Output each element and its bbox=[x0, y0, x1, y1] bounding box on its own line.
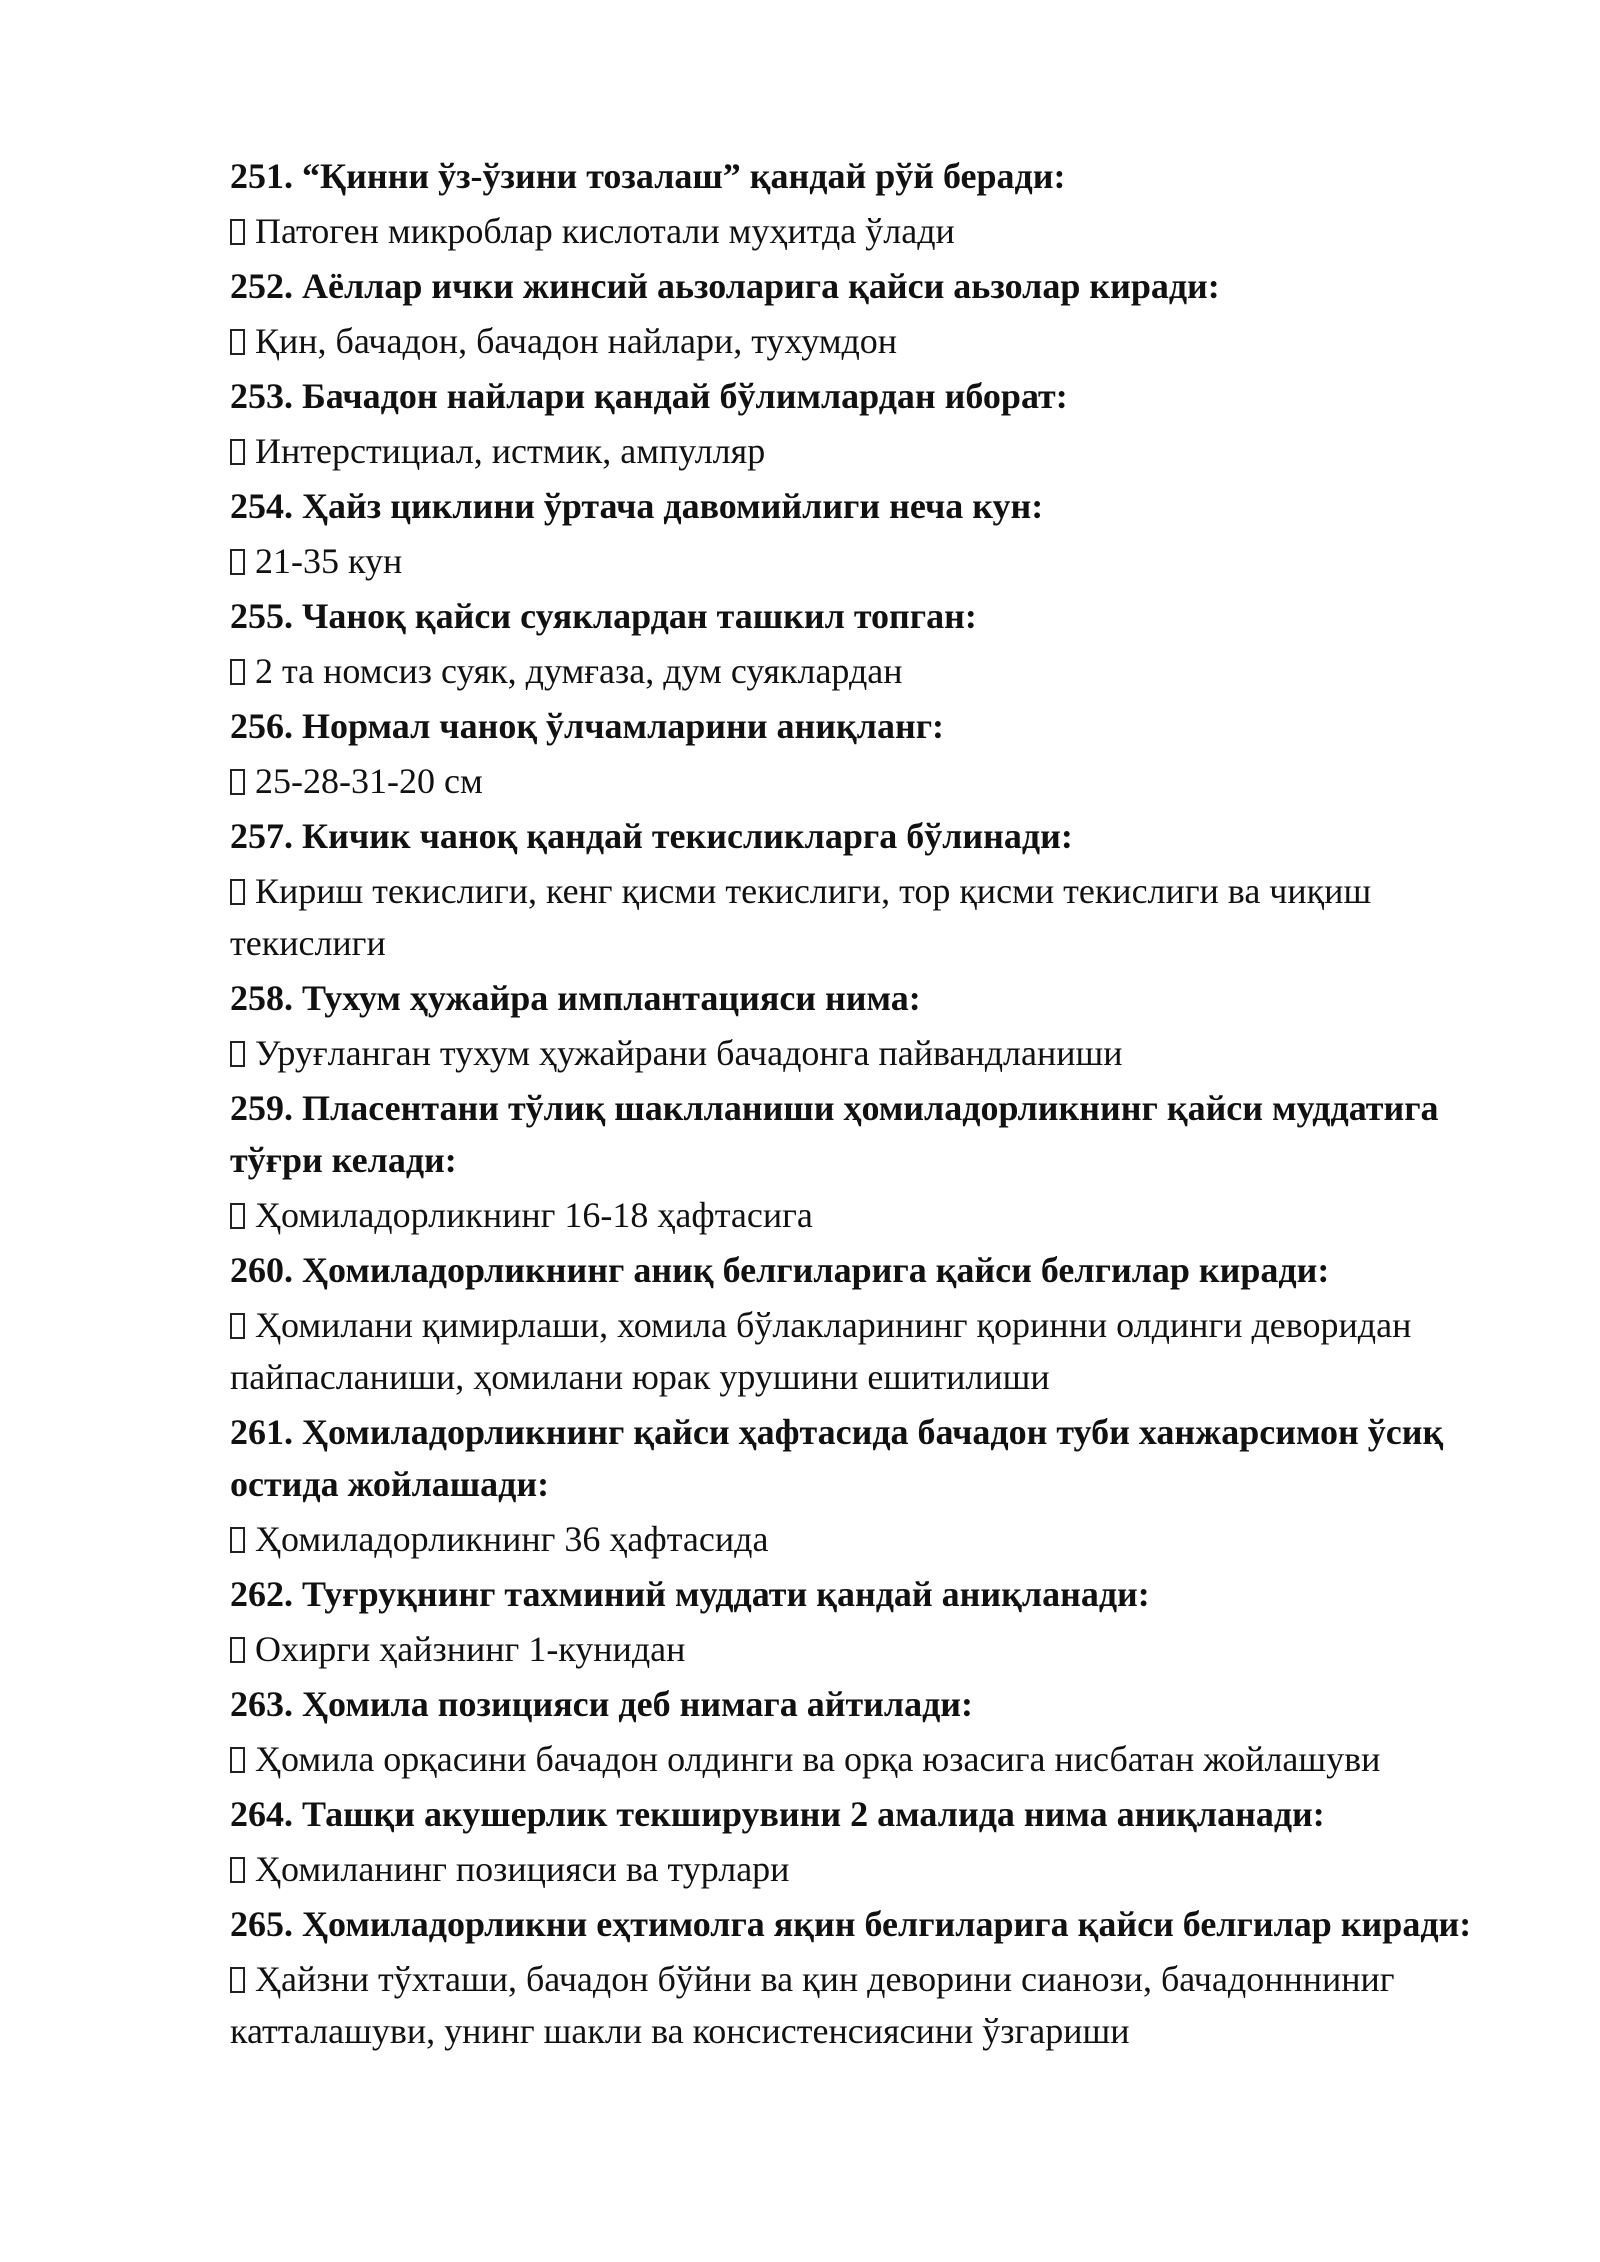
answer-252 bbox=[230, 315, 1490, 367]
answer-text: Патоген микроблар кислотали муҳитда ўлади bbox=[255, 211, 955, 251]
question-265: 265. Ҳомиладорликни еҳтимолга яқин белгиларига қайси белгилар киради: bbox=[230, 1904, 1472, 1944]
answer-258 bbox=[230, 1027, 1490, 1079]
question-264: 264. Ташқи акушерлик текширувини 2 амалида нима аниқланади: bbox=[230, 1794, 1325, 1834]
answer-marker-icon bbox=[230, 329, 245, 355]
question-255: 255. Чаноқ қайси суяклардан ташкил топган: bbox=[230, 596, 977, 636]
question-list bbox=[230, 150, 1490, 2060]
answer-text: Қин, бачадон, бачадон найлари, тухумдон bbox=[255, 321, 898, 361]
answer-marker-icon bbox=[230, 1041, 245, 1067]
question-263: 263. Ҳомила позицияси деб нимага айтилади: bbox=[230, 1684, 974, 1724]
answer-marker-icon bbox=[230, 1203, 245, 1229]
answer-259 bbox=[230, 1189, 1490, 1241]
answer-text: 21-35 кун bbox=[255, 541, 403, 581]
question-257: 257. Кичик чаноқ қандай текисликларга бўлинади: bbox=[230, 816, 1073, 856]
answer-marker-icon bbox=[230, 1967, 245, 1993]
answer-marker-icon bbox=[230, 1857, 245, 1883]
answer-marker-icon bbox=[230, 439, 245, 465]
answer-text: Охирги ҳайзнинг 1-кунидан bbox=[255, 1629, 686, 1669]
answer-marker-icon bbox=[230, 219, 245, 245]
answer-text: Ҳомиладорликнинг 36 ҳафтасида bbox=[255, 1519, 769, 1559]
answer-text: Интерстициал, истмик, ампулляр bbox=[255, 431, 766, 471]
question-262: 262. Туғруқнинг тахминий муддати қандай аниқланади: bbox=[230, 1574, 1150, 1614]
answer-265 bbox=[230, 1953, 1490, 2057]
answer-marker-icon bbox=[230, 879, 245, 905]
question-259: 259. Пласентани тўлиқ шаклланиши ҳомиладорликнинг қайси муддатига тўғри келади: bbox=[230, 1088, 1439, 1180]
answer-text: 2 та номсиз суяк, думғаза, дум суяклардан bbox=[255, 651, 903, 691]
answer-262 bbox=[230, 1623, 1490, 1675]
answer-253 bbox=[230, 425, 1490, 477]
answer-marker-icon bbox=[230, 549, 245, 575]
answer-260 bbox=[230, 1299, 1490, 1403]
answer-marker-icon bbox=[230, 1527, 245, 1553]
answer-254 bbox=[230, 535, 1490, 587]
answer-261 bbox=[230, 1513, 1490, 1565]
question-256: 256. Нормал чаноқ ўлчамларини аниқланг: bbox=[230, 706, 945, 746]
question-251: 251. “Қинни ўз-ўзини тозалаш” қандай рўй беради: bbox=[230, 156, 1066, 196]
answer-text: Ҳомилани қимирлаши, хомила бўлакларининг қоринни олдинги деворидан пайпасланиши, ҳомилани юрак урушини ешитилиши bbox=[230, 1305, 1412, 1397]
answer-256 bbox=[230, 755, 1490, 807]
question-261: 261. Ҳомиладорликнинг қайси ҳафтасида бачадон туби ханжарсимон ўсиқ остида жойлашади: bbox=[230, 1412, 1444, 1504]
question-258: 258. Тухум ҳужайра имплантацияси нима: bbox=[230, 978, 921, 1018]
answer-marker-icon bbox=[230, 1313, 245, 1339]
question-253: 253. Бачадон найлари қандай бўлимлардан иборат: bbox=[230, 376, 1068, 416]
answer-264 bbox=[230, 1843, 1490, 1895]
question-260: 260. Ҳомиладорликнинг аниқ белгиларига қайси белгилар киради: bbox=[230, 1250, 1330, 1290]
answer-263 bbox=[230, 1733, 1490, 1785]
answer-marker-icon bbox=[230, 659, 245, 685]
answer-251 bbox=[230, 205, 1490, 257]
answer-text: Уруғланган тухум ҳужайрани бачадонга пайвандланиши bbox=[255, 1033, 1123, 1073]
answer-marker-icon bbox=[230, 1747, 245, 1773]
question-254: 254. Ҳайз циклини ўртача давомийлиги неча кун: bbox=[230, 486, 1044, 526]
question-252: 252. Аёллар ички жинсий аьзоларига қайси аьзолар киради: bbox=[230, 266, 1220, 306]
answer-text: Ҳомиланинг позицияси ва турлари bbox=[255, 1849, 790, 1889]
answer-text: Ҳайзни тўхташи, бачадон бўйни ва қин деворини сианози, бачадоннниниг катталашуви, унинг шакли ва консистенсиясини ўзгариши bbox=[230, 1959, 1395, 2051]
answer-257 bbox=[230, 865, 1490, 969]
answer-text: Ҳомиладорликнинг 16-18 ҳафтасига bbox=[255, 1195, 813, 1235]
answer-marker-icon bbox=[230, 1637, 245, 1663]
answer-text: Ҳомила орқасини бачадон олдинги ва орқа юзасига нисбатан жойлашуви bbox=[255, 1739, 1381, 1779]
answer-marker-icon bbox=[230, 769, 245, 795]
answer-text: 25-28-31-20 см bbox=[255, 761, 483, 801]
answer-text: Кириш текислиги, кенг қисми текислиги, тор қисми текислиги ва чиқиш текислиги bbox=[230, 871, 1372, 963]
answer-255 bbox=[230, 645, 1490, 697]
